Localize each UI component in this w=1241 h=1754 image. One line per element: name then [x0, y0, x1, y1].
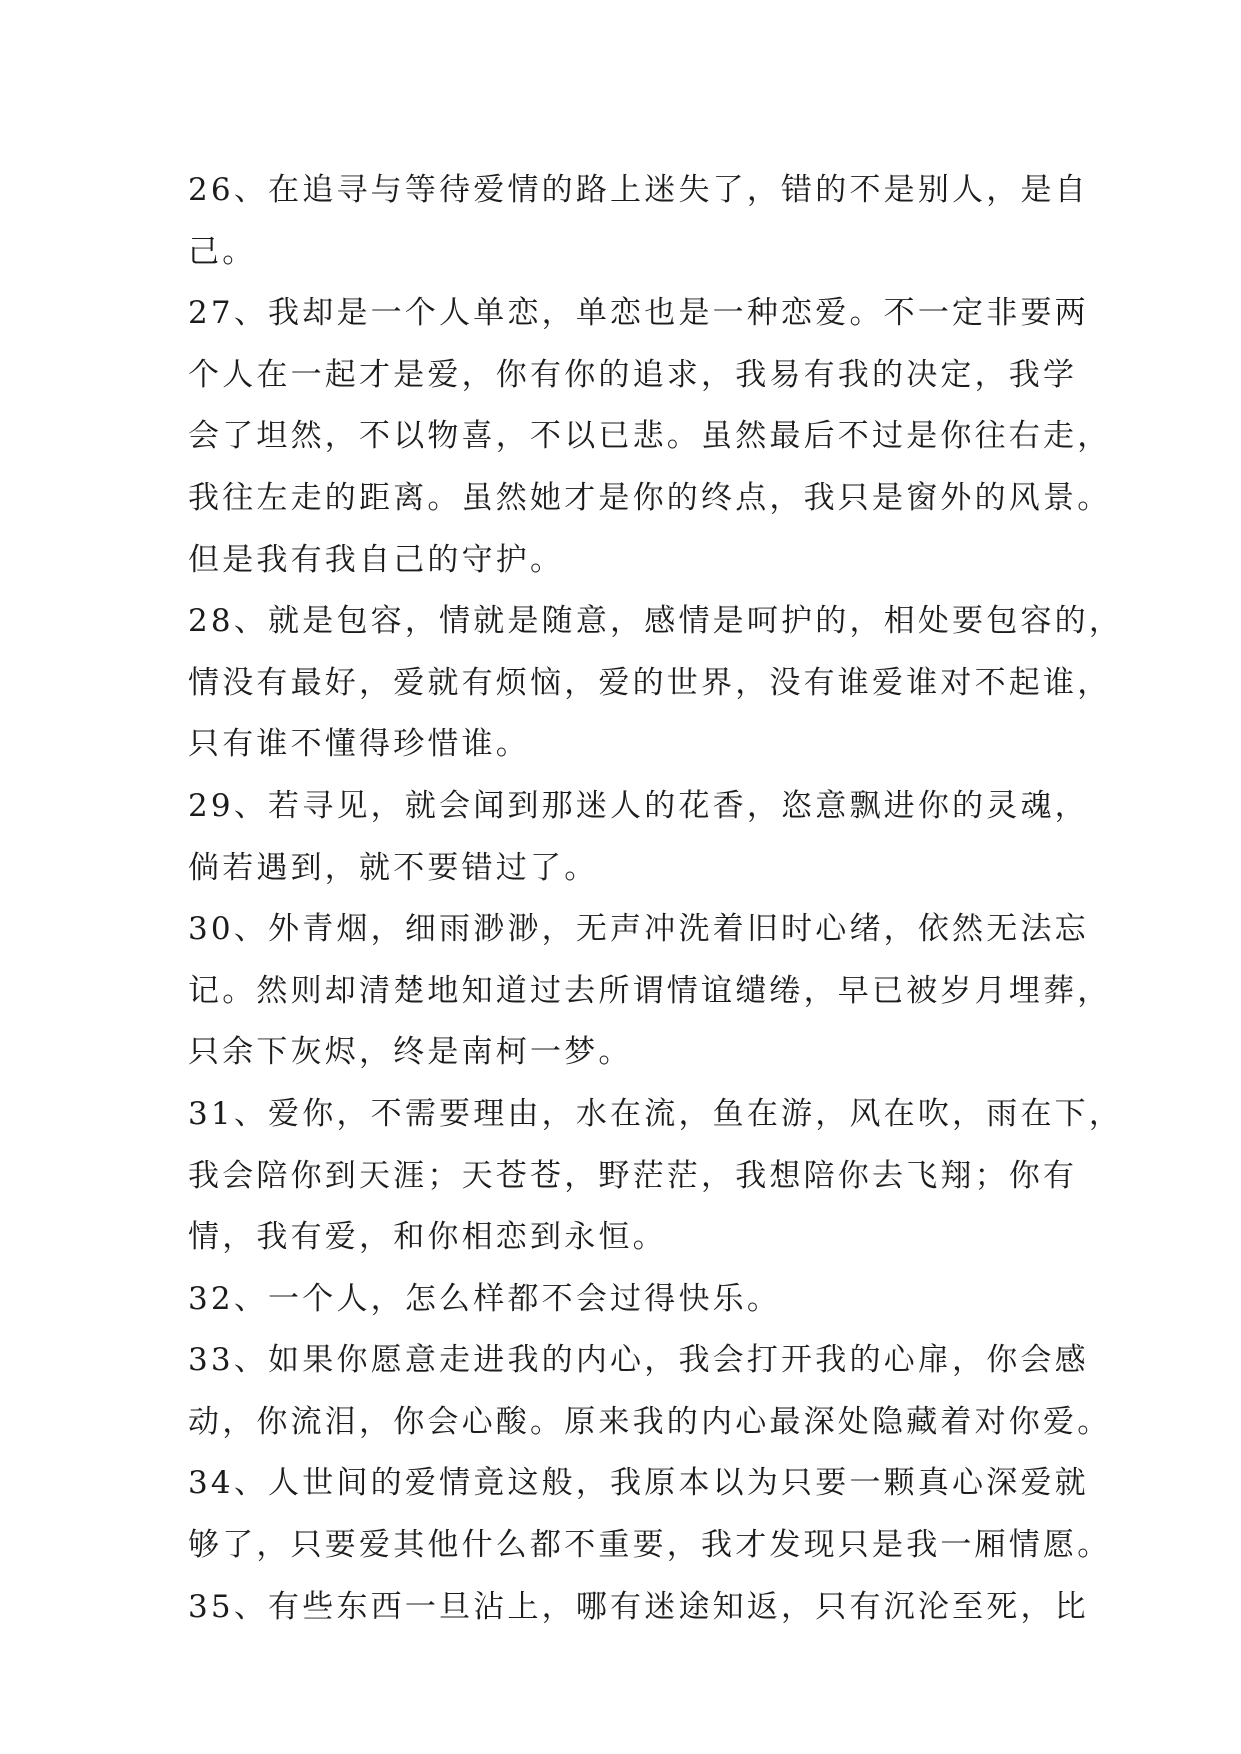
list-item-30: [188, 899, 1112, 1084]
text-line: 30、外青烟，细雨渺渺，无声冲洗着旧时心绪，依然无法忘: [188, 911, 1089, 948]
list-item-34: [188, 1453, 1112, 1576]
text-line: 但是我有我自己的守护。: [188, 541, 565, 578]
text-line: 32、一个人，怎么样都不会过得快乐。: [188, 1280, 782, 1317]
list-item-27: [188, 283, 1112, 591]
text-line: 记。然则却清楚地知道过去所谓情谊缱绻，早已被岁月埋葬，: [188, 972, 1112, 1009]
text-line: 动，你流泪，你会心酸。原来我的内心最深处隐藏着对你爱。: [188, 1403, 1112, 1440]
text-line: 情没有最好，爱就有烦恼，爱的世界，没有谁爱谁对不起谁，: [188, 664, 1112, 701]
text-line: 只余下灰烬，终是南柯一梦。: [188, 1034, 633, 1071]
text-line: 只有谁不懂得珍惜谁。: [188, 726, 530, 763]
text-line: 29、若寻见，就会闻到那迷人的花香，恣意飘进你的灵魂，: [188, 787, 1089, 824]
list-item-29: [188, 776, 1089, 899]
text-line: 34、人世间的爱情竟这般，我原本以为只要一颗真心深爱就: [188, 1465, 1089, 1502]
text-line: 够了，只要爱其他什么都不重要，我才发现只是我一厢情愿。: [188, 1527, 1112, 1564]
text-line: 个人在一起才是爱，你有你的追求，我易有我的决定，我学: [188, 356, 1078, 393]
text-line: 我往左走的距离。虽然她才是你的终点，我只是窗外的风景。: [188, 479, 1112, 516]
text-line: 27、我却是一个人单恋，单恋也是一种恋爱。不一定非要两: [188, 295, 1089, 332]
text-line: 26、在追寻与等待爱情的路上迷失了，错的不是别人，是自: [188, 172, 1089, 208]
text-line: 己。: [188, 233, 257, 270]
text-line: 35、有些东西一旦沾上，哪有迷途知返，只有沉沦至死，比: [188, 1588, 1089, 1625]
text-line: 31、爱你，不需要理由，水在流，鱼在游，风在吹，雨在下，: [188, 1095, 1124, 1132]
list-item-32: [188, 1269, 1056, 1331]
list-item-33: [188, 1330, 1112, 1453]
document-body: [188, 160, 1124, 1638]
text-line: 情，我有爱，和你相恋到永恒。: [188, 1219, 667, 1256]
text-line: 我会陪你到天涯；天苍苍，野茫茫，我想陪你去飞翔；你有: [188, 1157, 1078, 1194]
list-item-28: [188, 591, 1124, 776]
text-line: 33、如果你愿意走进我的内心，我会打开我的心扉，你会感: [188, 1342, 1089, 1379]
list-item-26: [188, 160, 1089, 283]
text-line: 倘若遇到，就不要错过了。: [188, 849, 599, 886]
list-item-35: [188, 1577, 1089, 1639]
text-line: 28、就是包容，情就是随意，感情是呵护的，相处要包容的，: [188, 603, 1124, 640]
text-line: 会了坦然，不以物喜，不以已悲。虽然最后不过是你往右走，: [188, 418, 1112, 455]
list-item-31: [188, 1084, 1124, 1269]
